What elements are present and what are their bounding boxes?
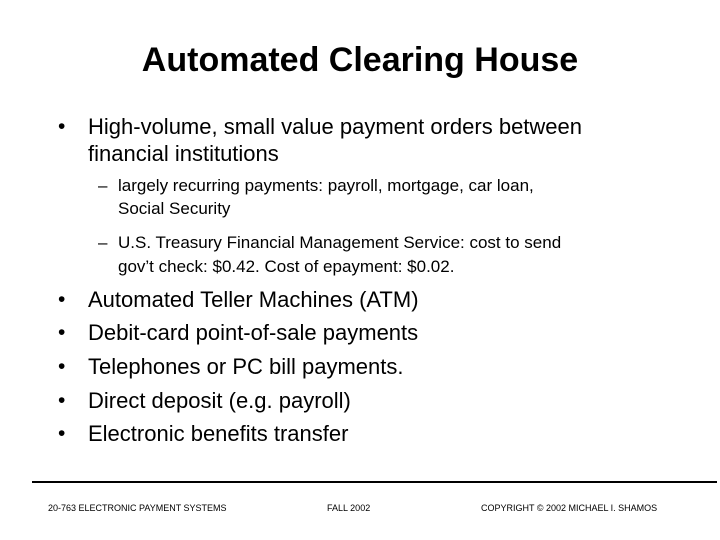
bullet-item: Debit-card point-of-sale payments	[88, 320, 419, 345]
bullet-marker: •	[58, 389, 66, 412]
slide-title: Automated Clearing House	[141, 41, 579, 79]
bullet-marker: •	[58, 355, 66, 378]
sub-bullet-1-line2: Social Security	[118, 199, 231, 218]
bullet-marker: •	[58, 422, 66, 445]
bullet-item: Direct deposit (e.g. payroll)	[88, 388, 351, 413]
sub-bullet-marker: –	[98, 233, 108, 252]
bullet-item: Telephones or PC bill payments.	[88, 354, 404, 379]
bullet-marker: •	[58, 115, 66, 138]
sub-bullet-1-line1: largely recurring payments: payroll, mortgage, car loan,	[118, 176, 534, 195]
footer-rule	[32, 481, 717, 483]
bullet-marker: •	[58, 321, 66, 344]
main-bullet-line1: High-volume, small value payment orders between	[88, 114, 583, 139]
footer-term: FALL 2002	[327, 503, 371, 513]
bullet-item: Electronic benefits transfer	[88, 421, 349, 446]
bullet-item: Automated Teller Machines (ATM)	[88, 287, 419, 312]
sub-bullet-2-line2: gov’t check: $0.42. Cost of epayment: $0.02.	[118, 257, 455, 276]
sub-bullet-marker: –	[98, 176, 108, 195]
footer-copyright: COPYRIGHT © 2002 MICHAEL I. SHAMOS	[481, 503, 658, 513]
bullet-marker: •	[58, 288, 66, 311]
main-bullet-line2: financial institutions	[88, 141, 279, 166]
footer-course: 20-763 ELECTRONIC PAYMENT SYSTEMS	[48, 503, 227, 513]
sub-bullet-2-line1: U.S. Treasury Financial Management Service: cost to send	[118, 233, 562, 252]
